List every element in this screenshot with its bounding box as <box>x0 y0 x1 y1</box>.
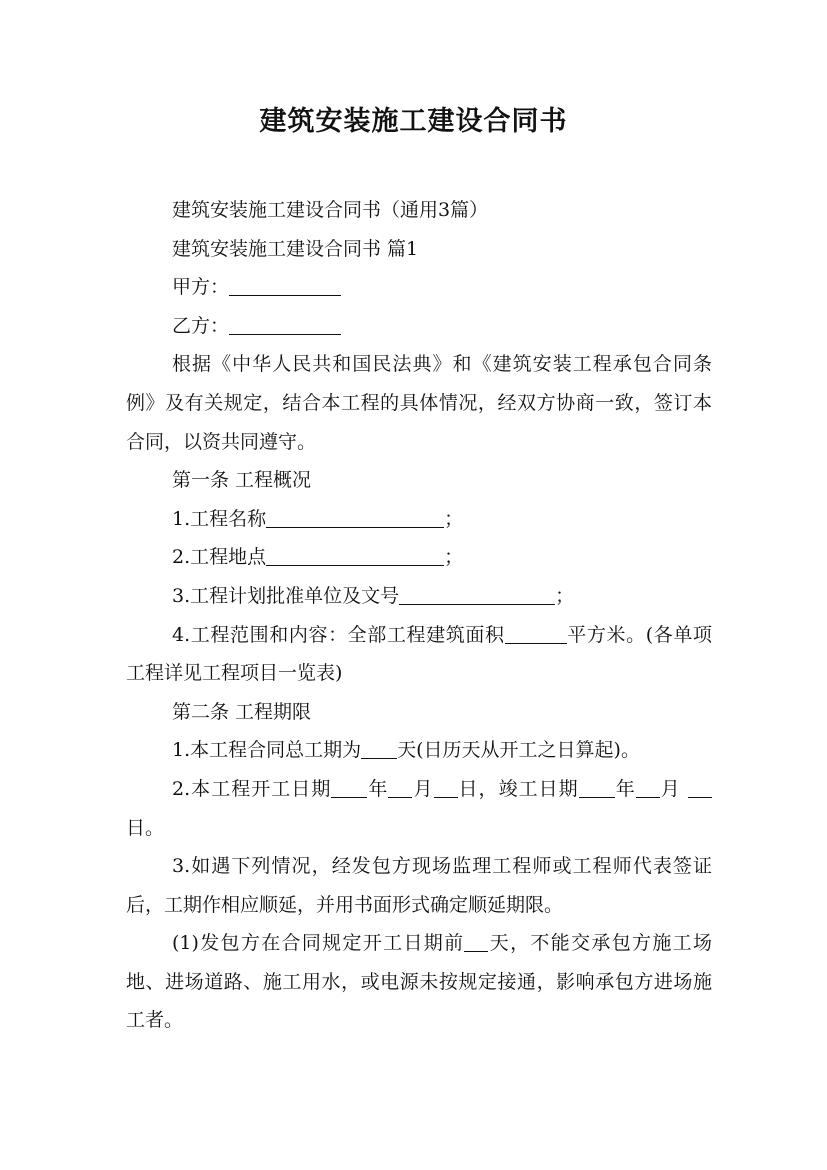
year-label: 年 <box>367 777 389 800</box>
month-label: 月 <box>412 777 434 800</box>
punctuation: ； <box>444 507 464 530</box>
item-label: 2.工程地点 <box>172 546 267 569</box>
article2-heading: 第二条 工程期限 <box>172 700 312 723</box>
punctuation: ； <box>555 584 575 607</box>
article1-heading: 第一条 工程概况 <box>172 469 312 492</box>
item-label: 2.本工程开工日期 <box>172 777 332 800</box>
item-suffix: 天(日历天从开工之日算起)。 <box>397 739 640 762</box>
day-label: 日，竣工日期 <box>457 777 579 800</box>
section-heading: 建筑安装施工建设合同书 篇1 <box>172 237 419 260</box>
start-year-blank <box>331 779 367 798</box>
party-a-blank <box>229 277 341 296</box>
article1-item2 <box>126 538 712 577</box>
end-day-blank <box>688 779 712 798</box>
party-b-line <box>126 307 712 346</box>
item-label: 1.工程名称 <box>172 507 267 530</box>
document-title: 建筑安装施工建设合同书 <box>259 106 568 137</box>
item-suffix: 天，不能交承包方施工场地、进场道路、施工用水，或电源未按规定接通，影响承包方进场施工者。 <box>126 932 712 1032</box>
party-a-label: 甲方： <box>172 276 230 299</box>
start-day-blank <box>434 779 458 798</box>
article1-item4 <box>126 616 712 693</box>
subtitle: 建筑安装施工建设合同书（通用3篇） <box>172 199 489 221</box>
year-label: 年 <box>614 777 636 800</box>
punctuation: ； <box>444 546 464 569</box>
party-b-label: 乙方： <box>172 314 230 337</box>
start-month-blank <box>388 779 412 798</box>
item-note: (各单项工程详见工程项目一览表) <box>126 623 712 685</box>
item-suffix: 平方米。 <box>566 623 646 646</box>
article1-item3 <box>126 577 712 616</box>
days-blank <box>464 933 488 952</box>
area-blank <box>505 625 567 644</box>
item-label: 3.工程计划批准单位及文号 <box>172 584 400 607</box>
article2-sub1 <box>126 924 712 1040</box>
item-label: (1)发包方在合同规定开工日期前 <box>172 932 465 955</box>
end-month-blank <box>636 779 660 798</box>
article2-item1 <box>126 731 712 770</box>
document-body <box>126 191 712 1040</box>
month-label: 月 <box>659 777 681 800</box>
project-name-blank <box>266 509 444 528</box>
intro-paragraph: 根据《中华人民共和国民法典》和《建筑安装工程承包合同条例》及有关规定，结合本工程的具体情况，经双方协商一致，签订本合同，以资共同遵守。 <box>126 353 712 453</box>
party-b-blank <box>229 316 341 335</box>
article2-item2 <box>126 770 712 847</box>
article1-item1 <box>126 500 712 539</box>
duration-blank <box>361 740 397 759</box>
approval-number-blank <box>399 586 555 605</box>
end-year-blank <box>579 779 615 798</box>
item-label: 1.本工程合同总工期为 <box>172 739 362 762</box>
item-label: 4.工程范围和内容：全部工程建筑面积 <box>172 623 505 646</box>
project-location-blank <box>266 547 444 566</box>
party-a-line <box>126 268 712 307</box>
article2-item3: 3.如遇下列情况，经发包方现场监理工程师或工程师代表签证后，工期作相应顺延，并用书面形式确定顺延期限。 <box>126 855 712 916</box>
day-label: 日。 <box>126 816 165 839</box>
